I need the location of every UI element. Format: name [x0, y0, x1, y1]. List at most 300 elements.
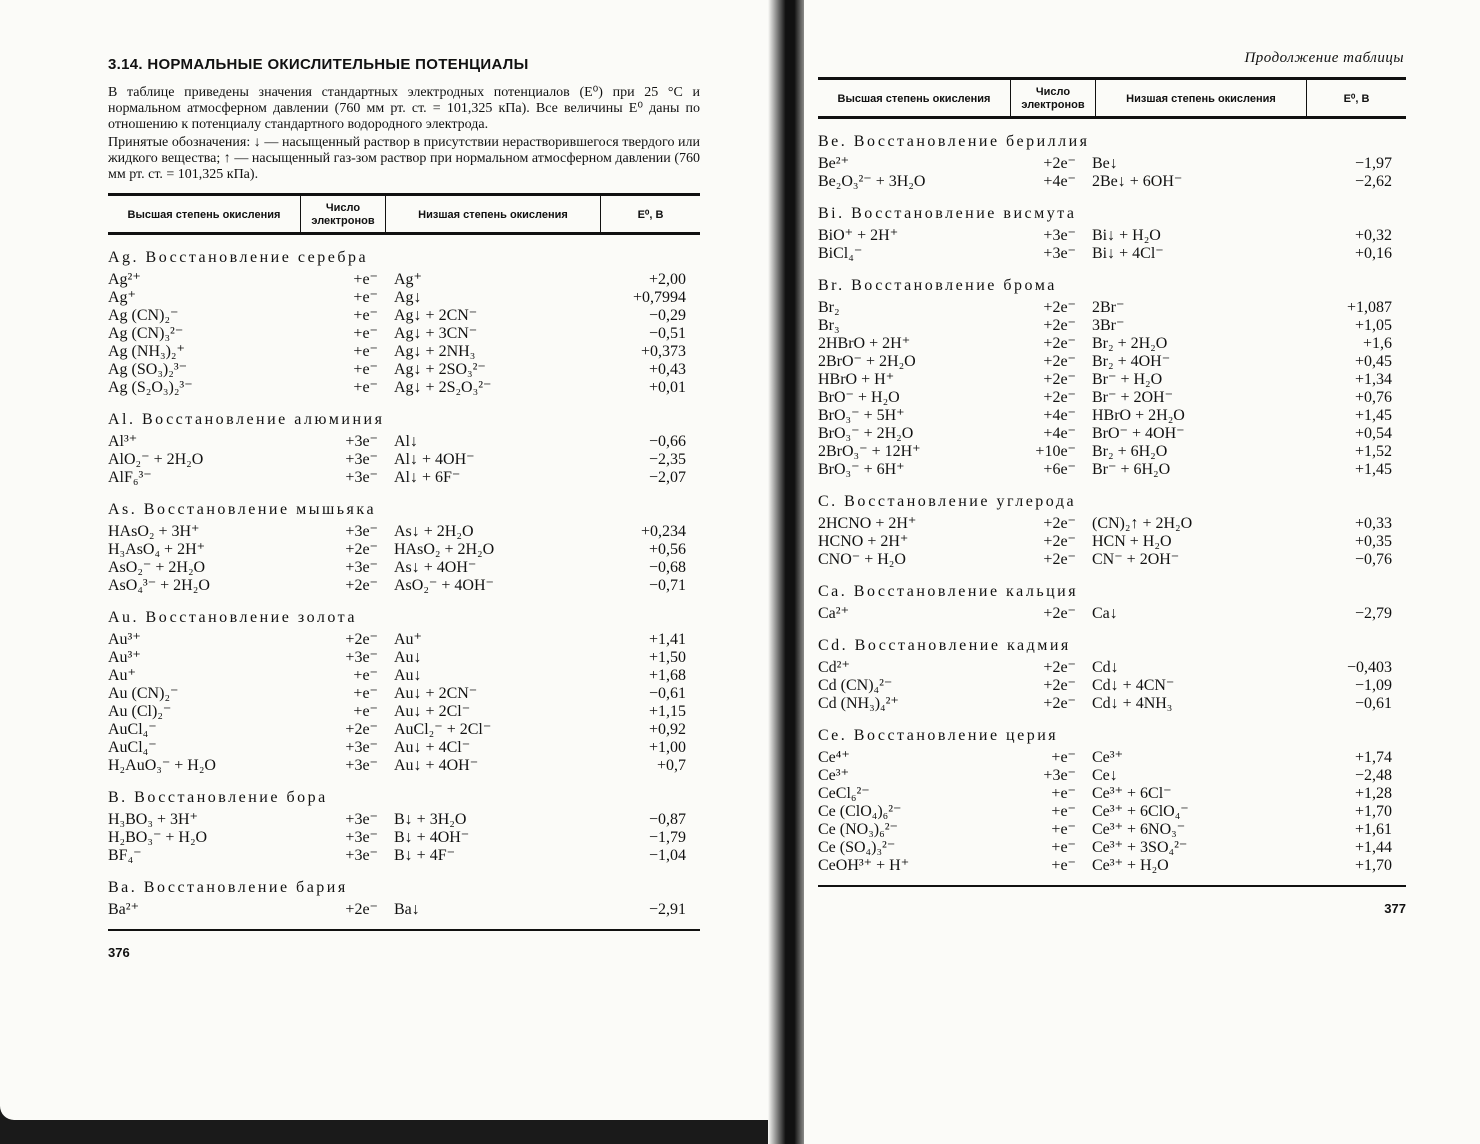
electron-count: +2e⁻	[1043, 605, 1076, 622]
table-row	[818, 659, 1406, 677]
electron-count: +e⁻	[353, 271, 378, 288]
table-row	[108, 667, 700, 685]
electron-count: +2e⁻	[345, 631, 378, 648]
electron-count: +3e⁻	[345, 829, 378, 846]
potential-value: −1,04	[648, 847, 686, 864]
intro-paragraph: В таблице приведены значения стандартных электродных потенциалов (E⁰) при 25 °C и нормальном атмосферном давлении (760 мм рт. ст. = 101,325 кПа). Все величины E⁰ даны по отношению к потенциалу стандартного водородного электрода.	[108, 85, 700, 132]
electron-count: +e⁻	[353, 325, 378, 342]
potential-value: −0,76	[1354, 551, 1392, 568]
col-higher-state: Высшая степень окисления	[837, 92, 991, 105]
electron-count: +e⁻	[1051, 785, 1076, 802]
table-row	[818, 857, 1406, 875]
table-row	[108, 271, 700, 289]
oxidized-form: Ce⁴⁺	[818, 749, 850, 766]
table-row	[108, 307, 700, 325]
table-row	[108, 361, 700, 379]
reduced-form: Au↓ + 2CN⁻	[394, 685, 478, 702]
reduced-form: HBrO + 2H₂O	[1092, 407, 1185, 424]
reduced-form: Ag↓ + 2SO₃²⁻	[394, 361, 486, 378]
table-row	[818, 605, 1406, 623]
col-electrons: Число электронов	[1011, 79, 1096, 118]
oxidized-form: 2BrO⁻ + 2H₂O	[818, 353, 916, 370]
reduced-form: (CN)₂↑ + 2H₂O	[1092, 515, 1193, 532]
oxidized-form: Al³⁺	[108, 433, 138, 450]
table-row	[818, 299, 1406, 317]
electron-count: +2e⁻	[345, 577, 378, 594]
table-row	[108, 703, 700, 721]
table-row	[108, 577, 700, 595]
col-lower-state: Низшая степень окисления	[386, 195, 601, 234]
oxidized-form: BF₄⁻	[108, 847, 142, 864]
element-section	[818, 277, 1406, 479]
col-potential: E⁰, В	[601, 195, 701, 234]
oxidized-form: Br₃	[818, 317, 840, 334]
electron-count: +10e⁻	[1035, 443, 1076, 460]
oxidized-form: Ce (SO₄)₃²⁻	[818, 839, 896, 856]
electron-count: +2e⁻	[1043, 389, 1076, 406]
oxidized-form: Au (CN)₂⁻	[108, 685, 179, 702]
oxidized-form: Ag (SO₃)₂³⁻	[108, 361, 188, 378]
potential-value: −2,91	[648, 901, 686, 918]
table-row	[818, 353, 1406, 371]
continuation-label: Продолжение таблицы	[1244, 50, 1404, 66]
reduced-form: Ce³⁺ + 6ClO₄⁻	[1092, 803, 1189, 820]
table-row	[108, 685, 700, 703]
electron-count: +3e⁻	[1043, 227, 1076, 244]
oxidized-form: CNO⁻ + H₂O	[818, 551, 906, 568]
reduced-form: Cd↓ + 4CN⁻	[1092, 677, 1175, 694]
table-row	[818, 155, 1406, 173]
oxidized-form: Be₂O₃²⁻ + 3H₂O	[818, 173, 926, 190]
reduced-form: Ce³⁺ + 3SO₄²⁻	[1092, 839, 1188, 856]
table-row	[818, 533, 1406, 551]
oxidized-form: Ca²⁺	[818, 605, 850, 622]
section-title: 3.14. НОРМАЛЬНЫЕ ОКИСЛИТЕЛЬНЫЕ ПОТЕНЦИАЛЫ	[108, 56, 529, 73]
section-heading: Ce. Восстановление церия	[818, 727, 1059, 744]
table-header	[108, 193, 700, 235]
reduced-form: Al↓	[394, 433, 418, 450]
table-row	[108, 325, 700, 343]
potential-value: +1,74	[1354, 749, 1392, 766]
electron-count: +2e⁻	[1043, 353, 1076, 370]
intro-text	[108, 85, 700, 183]
potential-value: −0,29	[648, 307, 686, 324]
electron-count: +2e⁻	[1043, 677, 1076, 694]
table-row	[818, 695, 1406, 713]
electron-count: +2e⁻	[1043, 317, 1076, 334]
electron-count: +e⁻	[353, 307, 378, 324]
table-row	[818, 425, 1406, 443]
electron-count: +2e⁻	[345, 721, 378, 738]
potential-value: +0,35	[1354, 533, 1392, 550]
reduced-form: Au↓	[394, 649, 422, 666]
right-sections	[818, 133, 1406, 875]
potential-value: +0,16	[1354, 245, 1392, 262]
element-section	[818, 133, 1406, 191]
oxidized-form: Cd (CN)₄²⁻	[818, 677, 893, 694]
potential-value: +0,56	[648, 541, 686, 558]
electron-count: +e⁻	[1051, 803, 1076, 820]
table-row	[818, 677, 1406, 695]
table-row	[818, 317, 1406, 335]
reduced-form: Ca↓	[1092, 605, 1118, 622]
table-bottom-rule	[818, 885, 1406, 887]
reduced-form: Ce³⁺ + 6Cl⁻	[1092, 785, 1172, 802]
electron-count: +4e⁻	[1043, 425, 1076, 442]
potential-value: −2,79	[1354, 605, 1392, 622]
electron-count: +2e⁻	[345, 541, 378, 558]
potential-value: +2,00	[648, 271, 686, 288]
oxidized-form: Ag (NH₃)₂⁺	[108, 343, 185, 360]
electron-count: +3e⁻	[345, 559, 378, 576]
table-row	[108, 739, 700, 757]
table-row	[818, 335, 1406, 353]
reduced-form: Br⁻ + 6H₂O	[1092, 461, 1171, 478]
page-number: 376	[108, 945, 130, 960]
oxidized-form: AsO₂⁻ + 2H₂O	[108, 559, 206, 576]
table-row	[108, 379, 700, 397]
section-heading: Cd. Восстановление кадмия	[818, 637, 1071, 654]
electron-count: +4e⁻	[1043, 173, 1076, 190]
reduced-form: Ag↓ + 2S₂O₃²⁻	[394, 379, 492, 396]
reduced-form: B↓ + 3H₂O	[394, 811, 467, 828]
table-row	[108, 451, 700, 469]
section-heading: Ba. Восстановление бария	[108, 879, 348, 896]
oxidized-form: Cd²⁺	[818, 659, 850, 676]
oxidized-form: Ag (CN)₃²⁻	[108, 325, 184, 342]
reduced-form: As↓ + 4OH⁻	[394, 559, 477, 576]
table-row	[818, 245, 1406, 263]
oxidized-form: H₃AsO₄ + 2H⁺	[108, 541, 206, 558]
table-row	[818, 173, 1406, 191]
electron-count: +e⁻	[353, 343, 378, 360]
oxidized-form: BrO⁻ + H₂O	[818, 389, 900, 406]
table-row	[108, 829, 700, 847]
reduced-form: Br⁻ + 2OH⁻	[1092, 389, 1174, 406]
potential-value: +1,05	[1354, 317, 1392, 334]
electron-count: +2e⁻	[1043, 335, 1076, 352]
potential-value: +0,54	[1354, 425, 1392, 442]
reduced-form: Au↓	[394, 667, 422, 684]
potential-value: −0,71	[648, 577, 686, 594]
potential-value: +1,68	[648, 667, 686, 684]
oxidized-form: 2HBrO + 2H⁺	[818, 335, 911, 352]
reduced-form: Au⁺	[394, 631, 422, 648]
potential-value: +0,45	[1354, 353, 1392, 370]
reduced-form: Bi↓ + H₂O	[1092, 227, 1161, 244]
potential-value: +0,7994	[632, 289, 686, 306]
reduced-form: Ce↓	[1092, 767, 1118, 784]
potential-value: +0,92	[648, 721, 686, 738]
reduced-form: Ag↓ + 3CN⁻	[394, 325, 478, 342]
table-row	[108, 721, 700, 739]
oxidized-form: HBrO + H⁺	[818, 371, 895, 388]
section-heading: Al. Восстановление алюминия	[108, 411, 385, 428]
potential-value: −0,51	[648, 325, 686, 342]
table-row	[818, 803, 1406, 821]
left-sections	[108, 249, 700, 919]
electron-count: +2e⁻	[1043, 659, 1076, 676]
oxidized-form: Ag⁺	[108, 289, 136, 306]
potential-value: +1,34	[1354, 371, 1392, 388]
col-electrons: Число электронов	[301, 195, 386, 234]
potential-value: +1,00	[648, 739, 686, 756]
section-heading: Ag. Восстановление серебра	[108, 249, 369, 266]
reduced-form: Cd↓ + 4NH₃	[1092, 695, 1173, 712]
electron-count: +4e⁻	[1043, 407, 1076, 424]
potential-value: +1,61	[1354, 821, 1392, 838]
potential-value: −2,62	[1354, 173, 1392, 190]
element-section	[818, 205, 1406, 263]
reduced-form: As↓ + 2H₂O	[394, 523, 474, 540]
electron-count: +e⁻	[353, 667, 378, 684]
table-row	[818, 749, 1406, 767]
electron-count: +3e⁻	[345, 451, 378, 468]
reduced-form: Ag↓ + 2NH₃	[394, 343, 476, 360]
potential-value: +1,087	[1346, 299, 1392, 316]
section-heading: Au. Восстановление золота	[108, 609, 357, 626]
oxidized-form: Ag (CN)₂⁻	[108, 307, 179, 324]
table-row	[818, 821, 1406, 839]
table-row	[108, 523, 700, 541]
element-section	[108, 501, 700, 595]
electron-count: +3e⁻	[345, 757, 378, 774]
oxidized-form: Cd (NH₃)₄²⁺	[818, 695, 899, 712]
table-row	[818, 227, 1406, 245]
table-row	[108, 757, 700, 775]
electron-count: +3e⁻	[345, 847, 378, 864]
potential-value: −0,66	[648, 433, 686, 450]
section-heading: C. Восстановление углерода	[818, 493, 1077, 510]
electron-count: +3e⁻	[1043, 767, 1076, 784]
oxidized-form: Br₂	[818, 299, 840, 316]
reduced-form: B↓ + 4OH⁻	[394, 829, 470, 846]
electron-count: +3e⁻	[345, 433, 378, 450]
potential-value: −0,403	[1346, 659, 1392, 676]
table-row	[108, 541, 700, 559]
potential-value: +0,43	[648, 361, 686, 378]
reduced-form: Al↓ + 4OH⁻	[394, 451, 475, 468]
potential-value: +1,50	[648, 649, 686, 666]
electron-count: +2e⁻	[1043, 155, 1076, 172]
oxidized-form: 2HCNO + 2H⁺	[818, 515, 917, 532]
electron-count: +2e⁻	[1043, 299, 1076, 316]
col-potential: E⁰, В	[1307, 79, 1407, 118]
oxidized-form: BrO₃⁻ + 5H⁺	[818, 407, 905, 424]
potential-value: +0,234	[640, 523, 686, 540]
electron-count: +e⁻	[1051, 749, 1076, 766]
reduced-form: BrO⁻ + 4OH⁻	[1092, 425, 1185, 442]
table-row	[108, 289, 700, 307]
oxidized-form: AuCl₄⁻	[108, 721, 157, 738]
oxidized-form: AuCl₄⁻	[108, 739, 157, 756]
reduced-form: HCN + H₂O	[1092, 533, 1172, 550]
electron-count: +e⁻	[353, 703, 378, 720]
table-row	[108, 847, 700, 865]
reduced-form: Au↓ + 4OH⁻	[394, 757, 479, 774]
electron-count: +e⁻	[353, 685, 378, 702]
section-heading: Br. Восстановление брома	[818, 277, 1057, 294]
reduced-form: Ag⁺	[394, 271, 422, 288]
electron-count: +3e⁻	[1043, 245, 1076, 262]
potential-value: +1,41	[648, 631, 686, 648]
reduced-form: CN⁻ + 2OH⁻	[1092, 551, 1180, 568]
potential-value: +0,32	[1354, 227, 1392, 244]
oxidized-form: Au (Cl)₂⁻	[108, 703, 172, 720]
reduced-form: AuCl₂⁻ + 2Cl⁻	[394, 721, 492, 738]
element-section	[108, 789, 700, 865]
table-row	[108, 901, 700, 919]
electron-count: +2e⁻	[1043, 515, 1076, 532]
potential-value: −2,07	[648, 469, 686, 486]
reduced-form: Au↓ + 4Cl⁻	[394, 739, 471, 756]
reduced-form: Be↓	[1092, 155, 1118, 172]
potential-value: −0,87	[648, 811, 686, 828]
electron-count: +e⁻	[1051, 839, 1076, 856]
electron-count: +e⁻	[1051, 857, 1076, 874]
element-section	[818, 493, 1406, 569]
oxidized-form: H₂AuO₃⁻ + H₂O	[108, 757, 216, 774]
reduced-form: AsO₂⁻ + 4OH⁻	[394, 577, 494, 594]
potential-value: +1,52	[1354, 443, 1392, 460]
oxidized-form: BiO⁺ + 2H⁺	[818, 227, 899, 244]
oxidized-form: BiCl₄⁻	[818, 245, 863, 262]
electron-count: +3e⁻	[345, 649, 378, 666]
potential-value: +0,76	[1354, 389, 1392, 406]
reduced-form: Ag↓ + 2CN⁻	[394, 307, 478, 324]
reduced-form: B↓ + 4F⁻	[394, 847, 456, 864]
oxidized-form: AsO₄³⁻ + 2H₂O	[108, 577, 210, 594]
table-row	[108, 559, 700, 577]
oxidized-form: CeCl₆²⁻	[818, 785, 870, 802]
potential-value: +0,33	[1354, 515, 1392, 532]
table-row	[818, 767, 1406, 785]
potential-value: −1,09	[1354, 677, 1392, 694]
oxidized-form: H₃BO₃ + 3H⁺	[108, 811, 198, 828]
page-number: 377	[1384, 901, 1406, 916]
reduced-form: HAsO₂ + 2H₂O	[394, 541, 495, 558]
electron-count: +e⁻	[353, 361, 378, 378]
table-row	[818, 461, 1406, 479]
table-row	[818, 389, 1406, 407]
table-row	[108, 433, 700, 451]
oxidized-form: Ce³⁺	[818, 767, 850, 784]
table-row	[108, 631, 700, 649]
element-section	[108, 879, 700, 919]
reduced-form: 3Br⁻	[1092, 317, 1125, 334]
element-section	[818, 727, 1406, 875]
col-higher-state: Высшая степень окисления	[127, 208, 281, 221]
reduced-form: Ba↓	[394, 901, 420, 918]
col-lower-state: Низшая степень окисления	[1096, 79, 1307, 118]
reduced-form: Br₂ + 2H₂O	[1092, 335, 1168, 352]
table-row	[108, 469, 700, 487]
section-heading: Be. Восстановление бериллия	[818, 133, 1090, 150]
table-row	[818, 443, 1406, 461]
reduced-form: Au↓ + 2Cl⁻	[394, 703, 471, 720]
electron-count: +6e⁻	[1043, 461, 1076, 478]
potential-value: +1,15	[648, 703, 686, 720]
reduced-form: Ag↓	[394, 289, 422, 306]
reduced-form: Cd↓	[1092, 659, 1119, 676]
oxidized-form: Au⁺	[108, 667, 136, 684]
reduced-form: 2Br⁻	[1092, 299, 1125, 316]
potential-value: +0,01	[648, 379, 686, 396]
electron-count: +3e⁻	[345, 523, 378, 540]
reduced-form: Ce³⁺ + 6NO₃⁻	[1092, 821, 1186, 838]
element-section	[818, 583, 1406, 623]
table-row	[818, 371, 1406, 389]
potential-value: −2,48	[1354, 767, 1392, 784]
potential-value: +1,70	[1354, 857, 1392, 874]
electron-count: +e⁻	[1051, 821, 1076, 838]
oxidized-form: BrO₃⁻ + 2H₂O	[818, 425, 914, 442]
section-heading: Bi. Восстановление висмута	[818, 205, 1077, 222]
reduced-form: Br₂ + 6H₂O	[1092, 443, 1168, 460]
element-section	[108, 411, 700, 487]
oxidized-form: HAsO₂ + 3H⁺	[108, 523, 200, 540]
oxidized-form: AlO₂⁻ + 2H₂O	[108, 451, 204, 468]
potential-value: +1,44	[1354, 839, 1392, 856]
oxidized-form: BrO₃⁻ + 6H⁺	[818, 461, 905, 478]
oxidized-form: Ce (NO₃)₆²⁻	[818, 821, 898, 838]
reduced-form: Al↓ + 6F⁻	[394, 469, 461, 486]
oxidized-form: Ag²⁺	[108, 271, 141, 288]
electron-count: +3e⁻	[345, 811, 378, 828]
potential-value: +0,373	[640, 343, 686, 360]
element-section	[108, 249, 700, 397]
table-row	[108, 343, 700, 361]
element-section	[818, 637, 1406, 713]
electron-count: +3e⁻	[345, 739, 378, 756]
potential-value: −1,79	[648, 829, 686, 846]
potential-value: +0,7	[656, 757, 686, 774]
table-bottom-rule	[108, 929, 700, 931]
table-row	[818, 785, 1406, 803]
table-row	[818, 407, 1406, 425]
potential-value: −0,68	[648, 559, 686, 576]
potential-value: −0,61	[1354, 695, 1392, 712]
reduced-form: Ce³⁺	[1092, 749, 1124, 766]
electron-count: +2e⁻	[1043, 371, 1076, 388]
right-page	[804, 0, 1480, 1144]
table-row	[108, 811, 700, 829]
electron-count: +2e⁻	[1043, 695, 1076, 712]
potential-value: +1,6	[1362, 335, 1392, 352]
table-row	[818, 839, 1406, 857]
section-heading: B. Восстановление бора	[108, 789, 328, 806]
potential-value: +1,28	[1354, 785, 1392, 802]
table-row	[108, 649, 700, 667]
oxidized-form: H₂BO₃⁻ + H₂O	[108, 829, 208, 846]
electron-count: +3e⁻	[345, 469, 378, 486]
electron-count: +2e⁻	[1043, 533, 1076, 550]
reduced-form: Br⁻ + H₂O	[1092, 371, 1163, 388]
oxidized-form: Ag (S₂O₃)₂³⁻	[108, 379, 193, 396]
notation-paragraph: Принятые обозначения: ↓ — насыщенный раствор в присутствии нерастворившегося твердого или жидкого вещества; ↑ — насыщенный газ-зом раствор при нормальном атмосферном давлении (760 мм рт. ст. = 101,325 кПа).	[108, 135, 700, 182]
oxidized-form: Ba²⁺	[108, 901, 140, 918]
section-heading: As. Восстановление мышьяка	[108, 501, 377, 518]
table-row	[818, 515, 1406, 533]
oxidized-form: Au³⁺	[108, 649, 141, 666]
oxidized-form: Be²⁺	[818, 155, 850, 172]
potential-value: +1,45	[1354, 407, 1392, 424]
oxidized-form: Ce (ClO₄)₆²⁻	[818, 803, 902, 820]
electron-count: +2e⁻	[345, 901, 378, 918]
section-heading: Ca. Восстановление кальция	[818, 583, 1079, 600]
potential-value: +1,70	[1354, 803, 1392, 820]
reduced-form: Bi↓ + 4Cl⁻	[1092, 245, 1164, 262]
